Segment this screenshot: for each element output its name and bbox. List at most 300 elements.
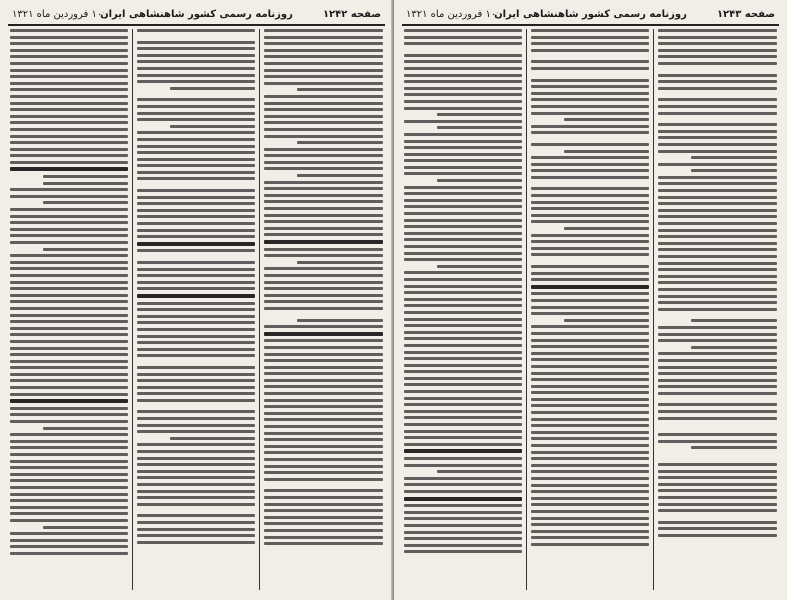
text-line — [10, 519, 128, 522]
text-line — [264, 294, 383, 297]
right-page-column-1 — [404, 29, 522, 592]
text-line — [10, 102, 128, 105]
text-line — [404, 120, 522, 123]
text-line — [137, 235, 255, 238]
text-line — [531, 372, 649, 375]
text-line — [10, 167, 128, 171]
text-line — [531, 299, 649, 302]
text-line — [531, 187, 649, 190]
text-line — [264, 115, 383, 118]
text-line — [137, 483, 255, 486]
text-line — [137, 294, 255, 298]
text-line — [658, 98, 777, 101]
text-line — [10, 115, 128, 118]
text-line — [10, 479, 128, 482]
text-line — [404, 153, 522, 156]
text-line — [531, 98, 649, 101]
text-line — [264, 425, 383, 428]
text-line — [10, 215, 128, 218]
text-line — [137, 503, 255, 506]
text-line — [297, 319, 383, 322]
text-line — [137, 366, 255, 369]
text-line — [264, 36, 383, 39]
text-line — [658, 433, 777, 436]
text-line — [437, 265, 522, 268]
text-line — [404, 443, 522, 446]
text-line — [658, 235, 777, 238]
text-line — [137, 379, 255, 382]
text-line — [10, 62, 128, 65]
text-line — [264, 49, 383, 52]
right-page-date: ۱۰ فروردین ماه ۱۳۲۱ — [406, 9, 497, 20]
text-line — [658, 496, 777, 499]
text-line — [658, 281, 777, 284]
text-line — [531, 156, 649, 159]
text-line — [531, 42, 649, 45]
text-line — [658, 339, 777, 342]
text-line — [404, 225, 522, 228]
text-line — [137, 229, 255, 232]
text-line — [137, 164, 255, 167]
text-line — [531, 325, 649, 328]
text-line — [658, 55, 777, 58]
text-line — [264, 42, 383, 45]
text-line — [297, 174, 383, 177]
text-line — [10, 446, 128, 449]
text-line — [404, 483, 522, 486]
text-line — [137, 196, 255, 199]
text-line — [137, 281, 255, 284]
text-line — [404, 357, 522, 360]
text-line — [531, 176, 649, 179]
text-line — [297, 88, 383, 91]
text-line — [10, 141, 128, 144]
text-line — [264, 399, 383, 402]
text-line — [10, 433, 128, 436]
text-line — [531, 339, 649, 342]
text-line — [531, 510, 649, 513]
text-line — [137, 158, 255, 161]
text-line — [531, 278, 649, 281]
text-line — [264, 181, 383, 184]
text-line — [404, 449, 522, 453]
text-line — [264, 121, 383, 124]
text-line — [531, 67, 649, 70]
text-line — [10, 267, 128, 270]
text-line — [137, 410, 255, 413]
text-line — [404, 490, 522, 493]
text-line — [531, 285, 649, 289]
text-line — [264, 346, 383, 349]
text-line — [658, 392, 777, 395]
text-line — [264, 102, 383, 105]
text-line — [404, 238, 522, 241]
text-line — [264, 300, 383, 303]
text-line — [531, 253, 649, 256]
text-line — [404, 511, 522, 514]
text-line — [264, 55, 383, 58]
text-line — [531, 523, 649, 526]
text-line — [10, 49, 128, 52]
text-line — [10, 75, 128, 78]
text-line — [10, 407, 128, 410]
text-line — [437, 126, 522, 129]
text-line — [691, 446, 777, 449]
text-line — [531, 365, 649, 368]
text-line — [531, 477, 649, 480]
right-header-rule — [402, 24, 779, 26]
text-line — [658, 105, 777, 108]
text-line — [137, 54, 255, 57]
text-line — [437, 113, 522, 116]
text-line — [658, 489, 777, 492]
text-line — [404, 318, 522, 321]
text-line — [404, 133, 522, 136]
text-line — [10, 261, 128, 264]
text-line — [404, 192, 522, 195]
text-line — [404, 397, 522, 400]
text-line — [264, 325, 383, 328]
right-page-header — [402, 7, 779, 25]
text-line — [137, 189, 255, 192]
text-line — [658, 521, 777, 524]
text-line — [658, 301, 777, 304]
text-line — [658, 262, 777, 265]
text-line — [137, 386, 255, 389]
text-line — [531, 431, 649, 434]
text-line — [10, 274, 128, 277]
left-page-column-2 — [137, 29, 255, 592]
left-page-number: صفحه ۱۲۴۲ — [322, 9, 381, 20]
text-line — [264, 194, 383, 197]
left-page — [0, 0, 393, 600]
text-line — [137, 171, 255, 174]
text-line — [43, 248, 128, 251]
text-line — [404, 364, 522, 367]
text-line — [137, 328, 255, 331]
text-line — [404, 324, 522, 327]
text-line — [264, 418, 383, 421]
text-line — [658, 229, 777, 232]
text-line — [137, 98, 255, 101]
text-line — [531, 306, 649, 309]
text-line — [658, 248, 777, 251]
text-line — [10, 121, 128, 124]
text-line — [10, 393, 128, 396]
text-line — [10, 360, 128, 363]
text-line — [137, 457, 255, 460]
text-line — [264, 281, 383, 284]
text-line — [531, 265, 649, 268]
text-line — [264, 108, 383, 111]
text-line — [404, 377, 522, 380]
text-line — [264, 154, 383, 157]
text-line — [137, 209, 255, 212]
text-line — [658, 379, 777, 382]
text-line — [531, 125, 649, 128]
text-line — [10, 281, 128, 284]
text-line — [531, 169, 649, 172]
text-line — [264, 465, 383, 468]
right-page-column-3 — [658, 29, 777, 592]
text-line — [264, 187, 383, 190]
text-line — [264, 135, 383, 138]
text-line — [264, 359, 383, 362]
text-line — [264, 167, 383, 170]
text-line — [264, 332, 383, 336]
text-line — [264, 82, 383, 85]
text-line — [404, 29, 522, 32]
text-line — [137, 222, 255, 225]
text-line — [264, 240, 383, 244]
text-line — [10, 353, 128, 356]
text-line — [531, 240, 649, 243]
text-line — [10, 460, 128, 463]
text-line — [10, 473, 128, 476]
text-line — [137, 399, 255, 402]
text-line — [531, 112, 649, 115]
right-column-divider-1 — [526, 29, 527, 590]
text-line — [264, 128, 383, 131]
text-line — [404, 87, 522, 90]
text-line — [531, 131, 649, 134]
text-line — [264, 29, 383, 32]
text-line — [531, 457, 649, 460]
text-line — [137, 177, 255, 180]
text-line — [658, 74, 777, 77]
paragraph-gap — [137, 36, 255, 41]
text-line — [404, 140, 522, 143]
text-line — [264, 353, 383, 356]
text-line — [264, 522, 383, 525]
right-page-number: صفحه ۱۲۴۳ — [716, 9, 775, 20]
text-line — [10, 69, 128, 72]
text-line — [264, 471, 383, 474]
text-line — [531, 105, 649, 108]
paragraph-gap — [531, 74, 649, 79]
text-line — [658, 275, 777, 278]
text-line — [137, 496, 255, 499]
text-line — [170, 87, 255, 90]
text-line — [531, 517, 649, 520]
text-line — [658, 326, 777, 329]
text-line — [137, 112, 255, 115]
text-line — [10, 128, 128, 131]
text-line — [10, 254, 128, 257]
text-line — [531, 418, 649, 421]
text-line — [531, 424, 649, 427]
text-line — [264, 489, 383, 492]
text-line — [10, 499, 128, 502]
text-line — [137, 463, 255, 466]
text-line — [658, 417, 777, 420]
text-line — [264, 542, 383, 545]
text-line — [170, 437, 255, 440]
text-line — [264, 75, 383, 78]
text-line — [531, 398, 649, 401]
left-column-divider-2 — [259, 29, 260, 590]
text-line — [658, 80, 777, 83]
text-line — [658, 242, 777, 245]
text-line — [404, 337, 522, 340]
text-line — [658, 503, 777, 506]
text-line — [10, 88, 128, 91]
text-line — [691, 169, 777, 172]
text-line — [43, 201, 128, 204]
text-line — [137, 215, 255, 218]
text-line — [564, 319, 649, 322]
text-line — [137, 528, 255, 531]
text-line — [404, 544, 522, 547]
text-line — [531, 85, 649, 88]
text-line — [264, 62, 383, 65]
text-line — [658, 196, 777, 199]
text-line — [531, 332, 649, 335]
text-line — [531, 201, 649, 204]
text-line — [264, 516, 383, 519]
text-line — [531, 194, 649, 197]
text-line — [531, 411, 649, 414]
text-line — [264, 69, 383, 72]
text-line — [691, 319, 777, 322]
text-line — [264, 496, 383, 499]
text-line — [137, 302, 255, 305]
text-line — [658, 150, 777, 153]
text-line — [10, 333, 128, 336]
text-line — [137, 80, 255, 83]
text-line — [10, 161, 128, 164]
text-line — [10, 532, 128, 535]
text-line — [10, 294, 128, 297]
text-line — [10, 55, 128, 58]
text-line — [658, 352, 777, 355]
paragraph-gap — [264, 549, 383, 554]
text-line — [264, 227, 383, 230]
text-line — [658, 509, 777, 512]
text-line — [137, 534, 255, 537]
text-line — [658, 385, 777, 388]
text-line — [658, 36, 777, 39]
text-line — [264, 339, 383, 342]
text-line — [43, 526, 128, 529]
text-line — [404, 146, 522, 149]
text-line — [137, 74, 255, 77]
text-line — [658, 288, 777, 291]
text-line — [658, 359, 777, 362]
text-line — [10, 234, 128, 237]
text-line — [10, 413, 128, 416]
text-line — [658, 403, 777, 406]
text-line — [404, 383, 522, 386]
text-line — [10, 493, 128, 496]
text-line — [137, 490, 255, 493]
text-line — [658, 176, 777, 179]
text-line — [137, 417, 255, 420]
text-line — [264, 478, 383, 481]
text-line — [531, 163, 649, 166]
text-line — [264, 267, 383, 270]
text-line — [404, 60, 522, 63]
text-line — [658, 49, 777, 52]
text-line — [404, 298, 522, 301]
text-line — [531, 464, 649, 467]
text-line — [297, 261, 383, 264]
text-line — [531, 378, 649, 381]
text-line — [264, 432, 383, 435]
text-line — [137, 443, 255, 446]
text-line — [404, 504, 522, 507]
text-line — [10, 320, 128, 323]
text-line — [137, 430, 255, 433]
text-line — [264, 233, 383, 236]
text-line — [404, 430, 522, 433]
text-line — [10, 29, 128, 32]
text-line — [137, 145, 255, 148]
text-line — [658, 87, 777, 90]
text-line — [404, 285, 522, 288]
text-line — [658, 209, 777, 212]
text-line — [404, 410, 522, 413]
text-line — [404, 351, 522, 354]
text-line — [10, 82, 128, 85]
text-line — [264, 385, 383, 388]
text-line — [10, 154, 128, 157]
text-line — [264, 372, 383, 375]
text-line — [10, 195, 128, 198]
text-line — [658, 202, 777, 205]
text-line — [137, 287, 255, 290]
text-line — [564, 150, 649, 153]
text-line — [531, 490, 649, 493]
text-line — [404, 550, 522, 553]
text-line — [531, 484, 649, 487]
text-line — [531, 207, 649, 210]
text-line — [10, 366, 128, 369]
text-line — [658, 268, 777, 271]
text-line — [137, 450, 255, 453]
right-page — [394, 0, 787, 600]
text-line — [10, 347, 128, 350]
text-line — [404, 107, 522, 110]
text-line — [531, 79, 649, 82]
text-line — [437, 179, 522, 182]
text-line — [404, 497, 522, 501]
text-line — [658, 42, 777, 45]
text-line — [531, 36, 649, 39]
text-line — [404, 232, 522, 235]
text-line — [137, 151, 255, 154]
text-line — [531, 503, 649, 506]
text-line — [531, 312, 649, 315]
text-line — [658, 440, 777, 443]
text-line — [531, 60, 649, 63]
text-line — [404, 100, 522, 103]
text-line — [43, 175, 128, 178]
text-line — [264, 405, 383, 408]
text-line — [10, 42, 128, 45]
text-line — [264, 412, 383, 415]
text-line — [531, 220, 649, 223]
text-line — [137, 424, 255, 427]
text-line — [264, 95, 383, 98]
text-line — [531, 247, 649, 250]
text-line — [10, 95, 128, 98]
text-line — [531, 345, 649, 348]
text-line — [137, 335, 255, 338]
text-line — [404, 464, 522, 467]
text-line — [137, 541, 255, 544]
text-line — [564, 118, 649, 121]
